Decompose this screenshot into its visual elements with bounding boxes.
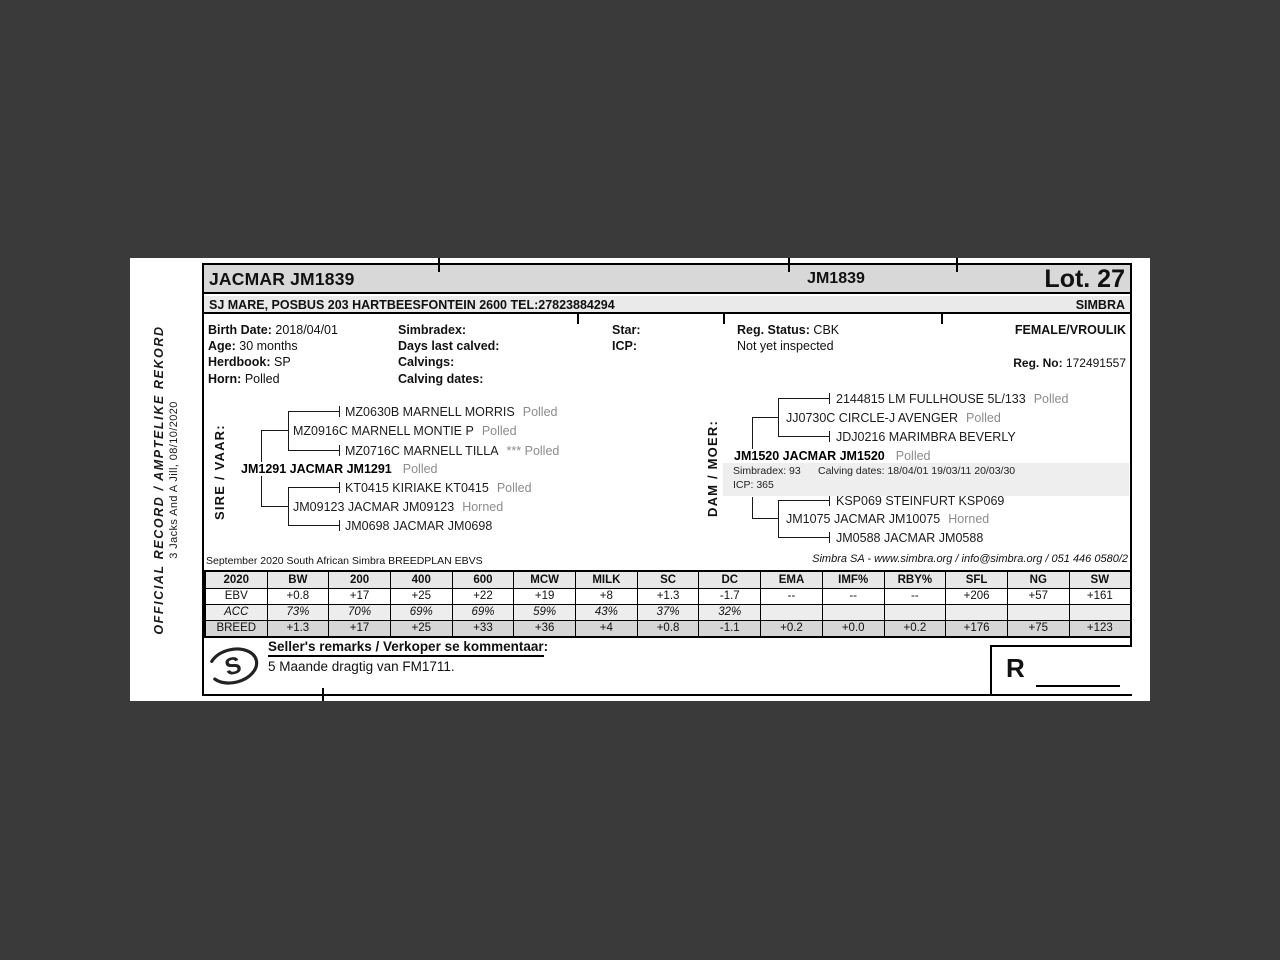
- column-tick-mark: [941, 312, 943, 324]
- herdbook-row: [208, 354, 291, 370]
- reg-no-label: Reg. No:: [1013, 356, 1063, 370]
- ebv-cell: -1.1: [699, 620, 761, 637]
- pedigree-entry: KT0415 KIRIAKE KT0415 Polled: [345, 481, 532, 495]
- ebv-cell: +75: [1007, 620, 1069, 637]
- ebv-cell: +0.8: [267, 588, 329, 604]
- dam-tree-tick: [829, 393, 830, 404]
- dam-tree-line: [778, 501, 779, 538]
- owner-bar: [204, 296, 1130, 314]
- sire-tree-line: [288, 411, 340, 412]
- price-blank-line: [1036, 685, 1120, 687]
- dam-tree-line: [778, 537, 830, 538]
- sire-tree-line: [288, 525, 340, 526]
- official-record-side-label: [152, 310, 196, 650]
- age-value: 30 months: [239, 339, 298, 353]
- sex-label: FEMALE/VROULIK: [1014, 323, 1126, 337]
- ebv-cell: 37%: [637, 604, 699, 620]
- pedigree-entry: JM09123 JACMAR JM09123 Horned: [293, 500, 504, 514]
- sale-name-date-text: 3 Jacks And A Jill, 08/10/2020: [168, 401, 180, 559]
- birth-date-row: [208, 322, 338, 338]
- ebv-cell: -1.7: [699, 588, 761, 604]
- ebv-cell: +161: [1069, 588, 1131, 604]
- ebv-header-row: [205, 571, 1131, 588]
- ebv-cell: 69%: [452, 604, 514, 620]
- calvings-label: Calvings:: [398, 355, 455, 369]
- pedigree-entry: MZ0716C MARNELL TILLA *** Polled: [345, 444, 560, 458]
- dam-tree-line: [752, 417, 778, 418]
- ebv-cell: [822, 604, 884, 620]
- dam-tree-line: [752, 418, 753, 450]
- price-box: [990, 645, 1132, 694]
- sire-name: JM1291 JACMAR JM1291 Polled: [241, 462, 438, 476]
- sire-tree-tick: [339, 445, 340, 456]
- ebv-row-ebv: [205, 588, 1131, 604]
- dam-tree-line: [778, 398, 830, 399]
- currency-symbol: R: [1006, 653, 1025, 683]
- ebv-cell: +25: [390, 588, 452, 604]
- lot-number: Lot. 27: [1044, 265, 1125, 293]
- age-label: Age:: [208, 339, 236, 353]
- seller-remarks-text: 5 Maande dragtig van FM1711.: [268, 659, 455, 674]
- inspection-status: [737, 338, 834, 354]
- ebv-cell: +0.8: [637, 620, 699, 637]
- ebv-cell: --: [761, 588, 823, 604]
- birth-date-label: Birth Date:: [208, 323, 272, 337]
- horn-value: Polled: [244, 372, 280, 386]
- ebv-cell: [1069, 604, 1131, 620]
- sire-tree-line: [288, 450, 340, 451]
- ebv-column-header: SC: [637, 571, 699, 588]
- animal-id: JM1839: [807, 270, 865, 287]
- ebv-cell: +57: [1007, 588, 1069, 604]
- herdbook-label: Herdbook:: [208, 355, 271, 369]
- ebv-table: [204, 570, 1132, 638]
- official-record-text: OFFICIAL RECORD / AMPTELIKE REKORD: [152, 325, 166, 635]
- sire-tree-line: [288, 412, 289, 451]
- ebv-cell: +1.3: [267, 620, 329, 637]
- reg-no-value: 172491557: [1065, 356, 1126, 370]
- simbra-s-logo: [204, 643, 262, 689]
- ebv-cell: +123: [1069, 620, 1131, 637]
- ebv-row-label: ACC: [205, 604, 267, 620]
- ebv-row-label: BREED: [205, 620, 267, 637]
- dam-tree-line: [778, 500, 830, 501]
- days-last-calved-row: [398, 338, 499, 354]
- ebv-cell: 32%: [699, 604, 761, 620]
- simbra-contact-caption: Simbra SA - www.simbra.org / info@simbra.org / 051 446 0580/2: [812, 553, 1128, 565]
- reg-status-label: Reg. Status:: [737, 323, 810, 337]
- ebv-column-header: IMF%: [822, 571, 884, 588]
- ebv-cell: 69%: [390, 604, 452, 620]
- sire-tree-line: [288, 487, 340, 488]
- simbradex-label: Simbradex:: [398, 323, 467, 337]
- pedigree-entry: MZ0916C MARNELL MONTIE P Polled: [293, 424, 517, 438]
- ebv-cell: 59%: [514, 604, 576, 620]
- top-tick-mark: [956, 258, 958, 272]
- ebv-column-header: RBY%: [884, 571, 946, 588]
- dam-label: DAM / MOER:: [705, 420, 720, 517]
- dam-tree-line: [778, 399, 779, 437]
- calving-dates-row: [398, 371, 483, 387]
- pedigree-entry: JM1075 JACMAR JM10075 Horned: [786, 512, 990, 526]
- pedigree-entry: MZ0630B MARNELL MORRIS Polled: [345, 405, 558, 419]
- dam-name: JM1520 JACMAR JM1520 Polled: [734, 449, 931, 463]
- sire-tree-tick: [339, 520, 340, 531]
- record-card: [202, 263, 1132, 696]
- ebv-column-header: SW: [1069, 571, 1131, 588]
- sire-tree-tick: [339, 406, 340, 417]
- sire-tree-line: [288, 488, 289, 526]
- age-row: [208, 338, 298, 354]
- animal-name-title: JACMAR JM1839: [209, 269, 355, 289]
- ebv-cell: +0.0: [822, 620, 884, 637]
- ebv-column-header: 2020: [205, 571, 267, 588]
- svg-text:S: S: [222, 651, 245, 682]
- pedigree-entry: KSP069 STEINFURT KSP069: [836, 494, 1005, 508]
- calvings-row: [398, 354, 454, 370]
- dam-simbradex: Simbradex: 93: [733, 465, 801, 477]
- breed-name: SIMBRA: [1075, 298, 1125, 312]
- ebv-cell: +206: [946, 588, 1008, 604]
- column-tick-mark: [723, 312, 725, 324]
- ebv-cell: +0.2: [761, 620, 823, 637]
- ebv-cell: +25: [390, 620, 452, 637]
- ebv-column-header: MILK: [576, 571, 638, 588]
- horn-row: [208, 371, 280, 387]
- ebv-column-header: EMA: [761, 571, 823, 588]
- icp-label: ICP:: [612, 339, 637, 353]
- pedigree-entry: JM0588 JACMAR JM0588: [836, 531, 984, 545]
- ebv-cell: [1007, 604, 1069, 620]
- ebv-cell: 43%: [576, 604, 638, 620]
- calving-dates-label: Calving dates:: [398, 372, 484, 386]
- ebv-cell: +176: [946, 620, 1008, 637]
- ebv-column-header: SFL: [946, 571, 1008, 588]
- ebv-cell: +36: [514, 620, 576, 637]
- ebv-column-header: 400: [390, 571, 452, 588]
- simbradex-row: [398, 322, 466, 338]
- dam-tree-line: [752, 497, 753, 519]
- pedigree-entry: JDJ0216 MARIMBRA BEVERLY: [836, 430, 1016, 444]
- dam-tree-tick: [829, 431, 830, 442]
- dam-tree-tick: [829, 532, 830, 543]
- ebv-cell: [946, 604, 1008, 620]
- ebv-column-header: BW: [267, 571, 329, 588]
- ebv-column-header: 200: [329, 571, 391, 588]
- ebv-cell: +0.2: [884, 620, 946, 637]
- ebv-column-header: NG: [1007, 571, 1069, 588]
- icp-row: [612, 338, 637, 354]
- column-tick-mark: [577, 312, 579, 324]
- catalog-page: [130, 258, 1150, 701]
- ebv-cell: 70%: [329, 604, 391, 620]
- ebv-column-header: 600: [452, 571, 514, 588]
- breedplan-caption: September 2020 South African Simbra BREEDPLAN EBVS: [206, 555, 483, 567]
- ebv-cell: +19: [514, 588, 576, 604]
- star-row: [612, 322, 640, 338]
- ebv-cell: --: [884, 588, 946, 604]
- ebv-row-breed: [205, 620, 1131, 637]
- seller-remarks-heading: Seller's remarks / Verkoper se kommentaar:: [268, 639, 548, 654]
- pedigree-entry: JM0698 JACMAR JM0698: [345, 519, 493, 533]
- ebv-cell: +33: [452, 620, 514, 637]
- pedigree-entry: 2144815 LM FULLHOUSE 5L/133 Polled: [836, 392, 1069, 406]
- dam-icp: ICP: 365: [733, 479, 774, 491]
- header-bar: [204, 265, 1130, 294]
- ebv-cell: --: [822, 588, 884, 604]
- ebv-cell: 73%: [267, 604, 329, 620]
- ebv-cell: +17: [329, 620, 391, 637]
- ebv-cell: +8: [576, 588, 638, 604]
- ebv-cell: +1.3: [637, 588, 699, 604]
- sire-tree-line: [261, 430, 288, 431]
- ebv-cell: +17: [329, 588, 391, 604]
- horn-label: Horn:: [208, 372, 242, 386]
- bottom-tick-mark: [322, 688, 324, 701]
- dam-tree-tick: [829, 495, 830, 506]
- dam-tree-line: [752, 518, 778, 519]
- ebv-column-header: MCW: [514, 571, 576, 588]
- ebv-cell: [761, 604, 823, 620]
- reg-status-value: CBK: [813, 323, 840, 337]
- ebv-cell: [884, 604, 946, 620]
- sire-tree-tick: [339, 482, 340, 493]
- birth-date-value: 2018/04/01: [275, 323, 338, 337]
- ebv-row-acc: [205, 604, 1131, 620]
- dam-tree-line: [778, 436, 830, 437]
- pedigree-entry: JJ0730C CIRCLE-J AVENGER Polled: [786, 411, 1001, 425]
- owner-contact: SJ MARE, POSBUS 203 HARTBEESFONTEIN 2600 TEL:27823884294: [209, 298, 615, 312]
- dam-calving-dates: Calving dates: 18/04/01 19/03/11 20/03/30: [818, 465, 1016, 477]
- top-tick-mark: [788, 258, 790, 272]
- star-label: Star:: [612, 323, 641, 337]
- herdbook-value: SP: [273, 355, 291, 369]
- days-last-calved-label: Days last calved:: [398, 339, 500, 353]
- reg-no-row: [1013, 356, 1126, 370]
- sire-label: SIRE / VAAR:: [212, 424, 227, 520]
- ebv-cell: +4: [576, 620, 638, 637]
- ebv-column-header: DC: [699, 571, 761, 588]
- top-tick-mark: [438, 258, 440, 272]
- sire-tree-line: [261, 506, 288, 507]
- inspection-text: Not yet inspected: [737, 339, 834, 353]
- ebv-row-label: EBV: [205, 588, 267, 604]
- ebv-cell: +22: [452, 588, 514, 604]
- reg-status-row: [737, 322, 839, 338]
